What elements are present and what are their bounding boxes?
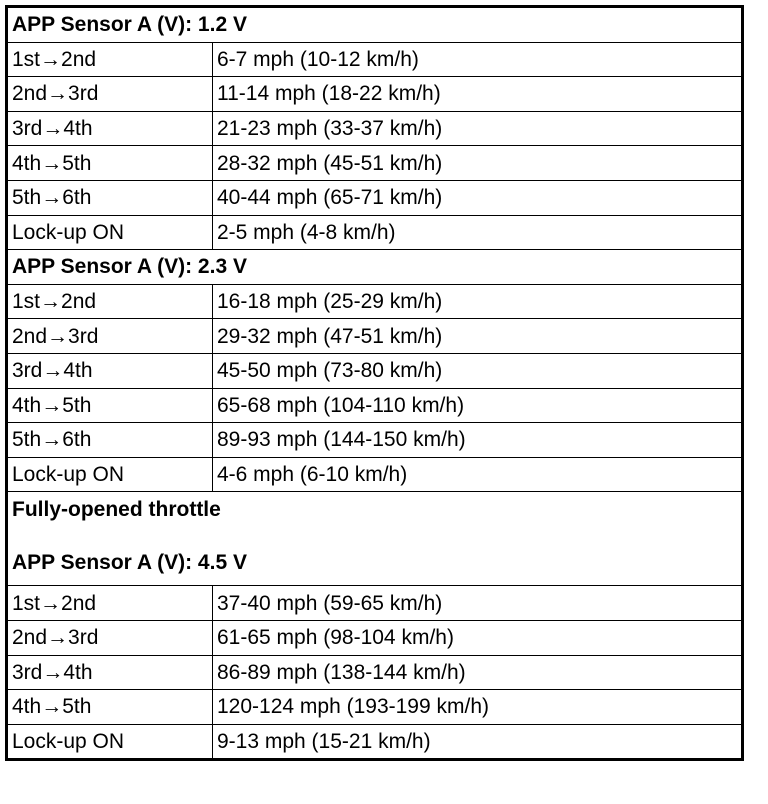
shift-speed: 65-68 mph (104-110 km/h) bbox=[213, 388, 743, 423]
shift-label: 4th→5th bbox=[7, 146, 213, 181]
table-row bbox=[7, 724, 743, 760]
shift-label: 5th→6th bbox=[7, 423, 213, 458]
table-row bbox=[7, 284, 743, 319]
shift-speed: 120-124 mph (193-199 km/h) bbox=[213, 690, 743, 725]
section-header-row bbox=[7, 7, 743, 43]
shift-speed: 9-13 mph (15-21 km/h) bbox=[213, 724, 743, 760]
shift-speed: 28-32 mph (45-51 km/h) bbox=[213, 146, 743, 181]
table-row bbox=[7, 353, 743, 388]
shift-speed: 16-18 mph (25-29 km/h) bbox=[213, 284, 743, 319]
shift-speed: 11-14 mph (18-22 km/h) bbox=[213, 77, 743, 112]
shift-label: 5th→6th bbox=[7, 180, 213, 215]
table-row bbox=[7, 319, 743, 354]
shift-speed: 21-23 mph (33-37 km/h) bbox=[213, 111, 743, 146]
shift-speed: 37-40 mph (59-65 km/h) bbox=[213, 586, 743, 621]
table-row bbox=[7, 388, 743, 423]
section-header: APP Sensor A (V): 1.2 V bbox=[7, 7, 743, 43]
table-row bbox=[7, 42, 743, 77]
shift-label: 3rd→4th bbox=[7, 111, 213, 146]
shift-speed: 6-7 mph (10-12 km/h) bbox=[213, 42, 743, 77]
shift-speed: 4-6 mph (6-10 km/h) bbox=[213, 457, 743, 492]
table-row bbox=[7, 111, 743, 146]
section-header: APP Sensor A (V): 2.3 V bbox=[7, 250, 743, 285]
section-subheader: Fully-opened throttle bbox=[12, 498, 221, 522]
shift-speed: 89-93 mph (144-150 km/h) bbox=[213, 423, 743, 458]
table-row bbox=[7, 180, 743, 215]
shift-speed: 86-89 mph (138-144 km/h) bbox=[213, 655, 743, 690]
shift-speed: 61-65 mph (98-104 km/h) bbox=[213, 620, 743, 655]
table-row bbox=[7, 146, 743, 181]
shift-label: 2nd→3rd bbox=[7, 620, 213, 655]
shift-label: 3rd→4th bbox=[7, 655, 213, 690]
table-row bbox=[7, 690, 743, 725]
shift-label: Lock-up ON bbox=[7, 215, 213, 250]
shift-label: 4th→5th bbox=[7, 388, 213, 423]
section-header-row bbox=[7, 250, 743, 285]
shift-label: 1st→2nd bbox=[7, 42, 213, 77]
table-row bbox=[7, 423, 743, 458]
shift-speed: 2-5 mph (4-8 km/h) bbox=[213, 215, 743, 250]
shift-label: Lock-up ON bbox=[7, 457, 213, 492]
table-row bbox=[7, 215, 743, 250]
section-header-row bbox=[7, 492, 743, 586]
shift-label: 2nd→3rd bbox=[7, 319, 213, 354]
table-row bbox=[7, 457, 743, 492]
table-row bbox=[7, 77, 743, 112]
shift-speed: 45-50 mph (73-80 km/h) bbox=[213, 353, 743, 388]
table-row bbox=[7, 655, 743, 690]
shift-label: 1st→2nd bbox=[7, 284, 213, 319]
shift-label: 1st→2nd bbox=[7, 586, 213, 621]
shift-speed: 40-44 mph (65-71 km/h) bbox=[213, 180, 743, 215]
table-row bbox=[7, 586, 743, 621]
table-row bbox=[7, 620, 743, 655]
shift-label: Lock-up ON bbox=[7, 724, 213, 760]
shift-label: 3rd→4th bbox=[7, 353, 213, 388]
shift-label: 2nd→3rd bbox=[7, 77, 213, 112]
shift-label: 4th→5th bbox=[7, 690, 213, 725]
section-header-block bbox=[7, 492, 743, 586]
shift-speed: 29-32 mph (47-51 km/h) bbox=[213, 319, 743, 354]
shift-speed-table bbox=[5, 5, 744, 761]
section-header: APP Sensor A (V): 4.5 V bbox=[12, 551, 247, 575]
